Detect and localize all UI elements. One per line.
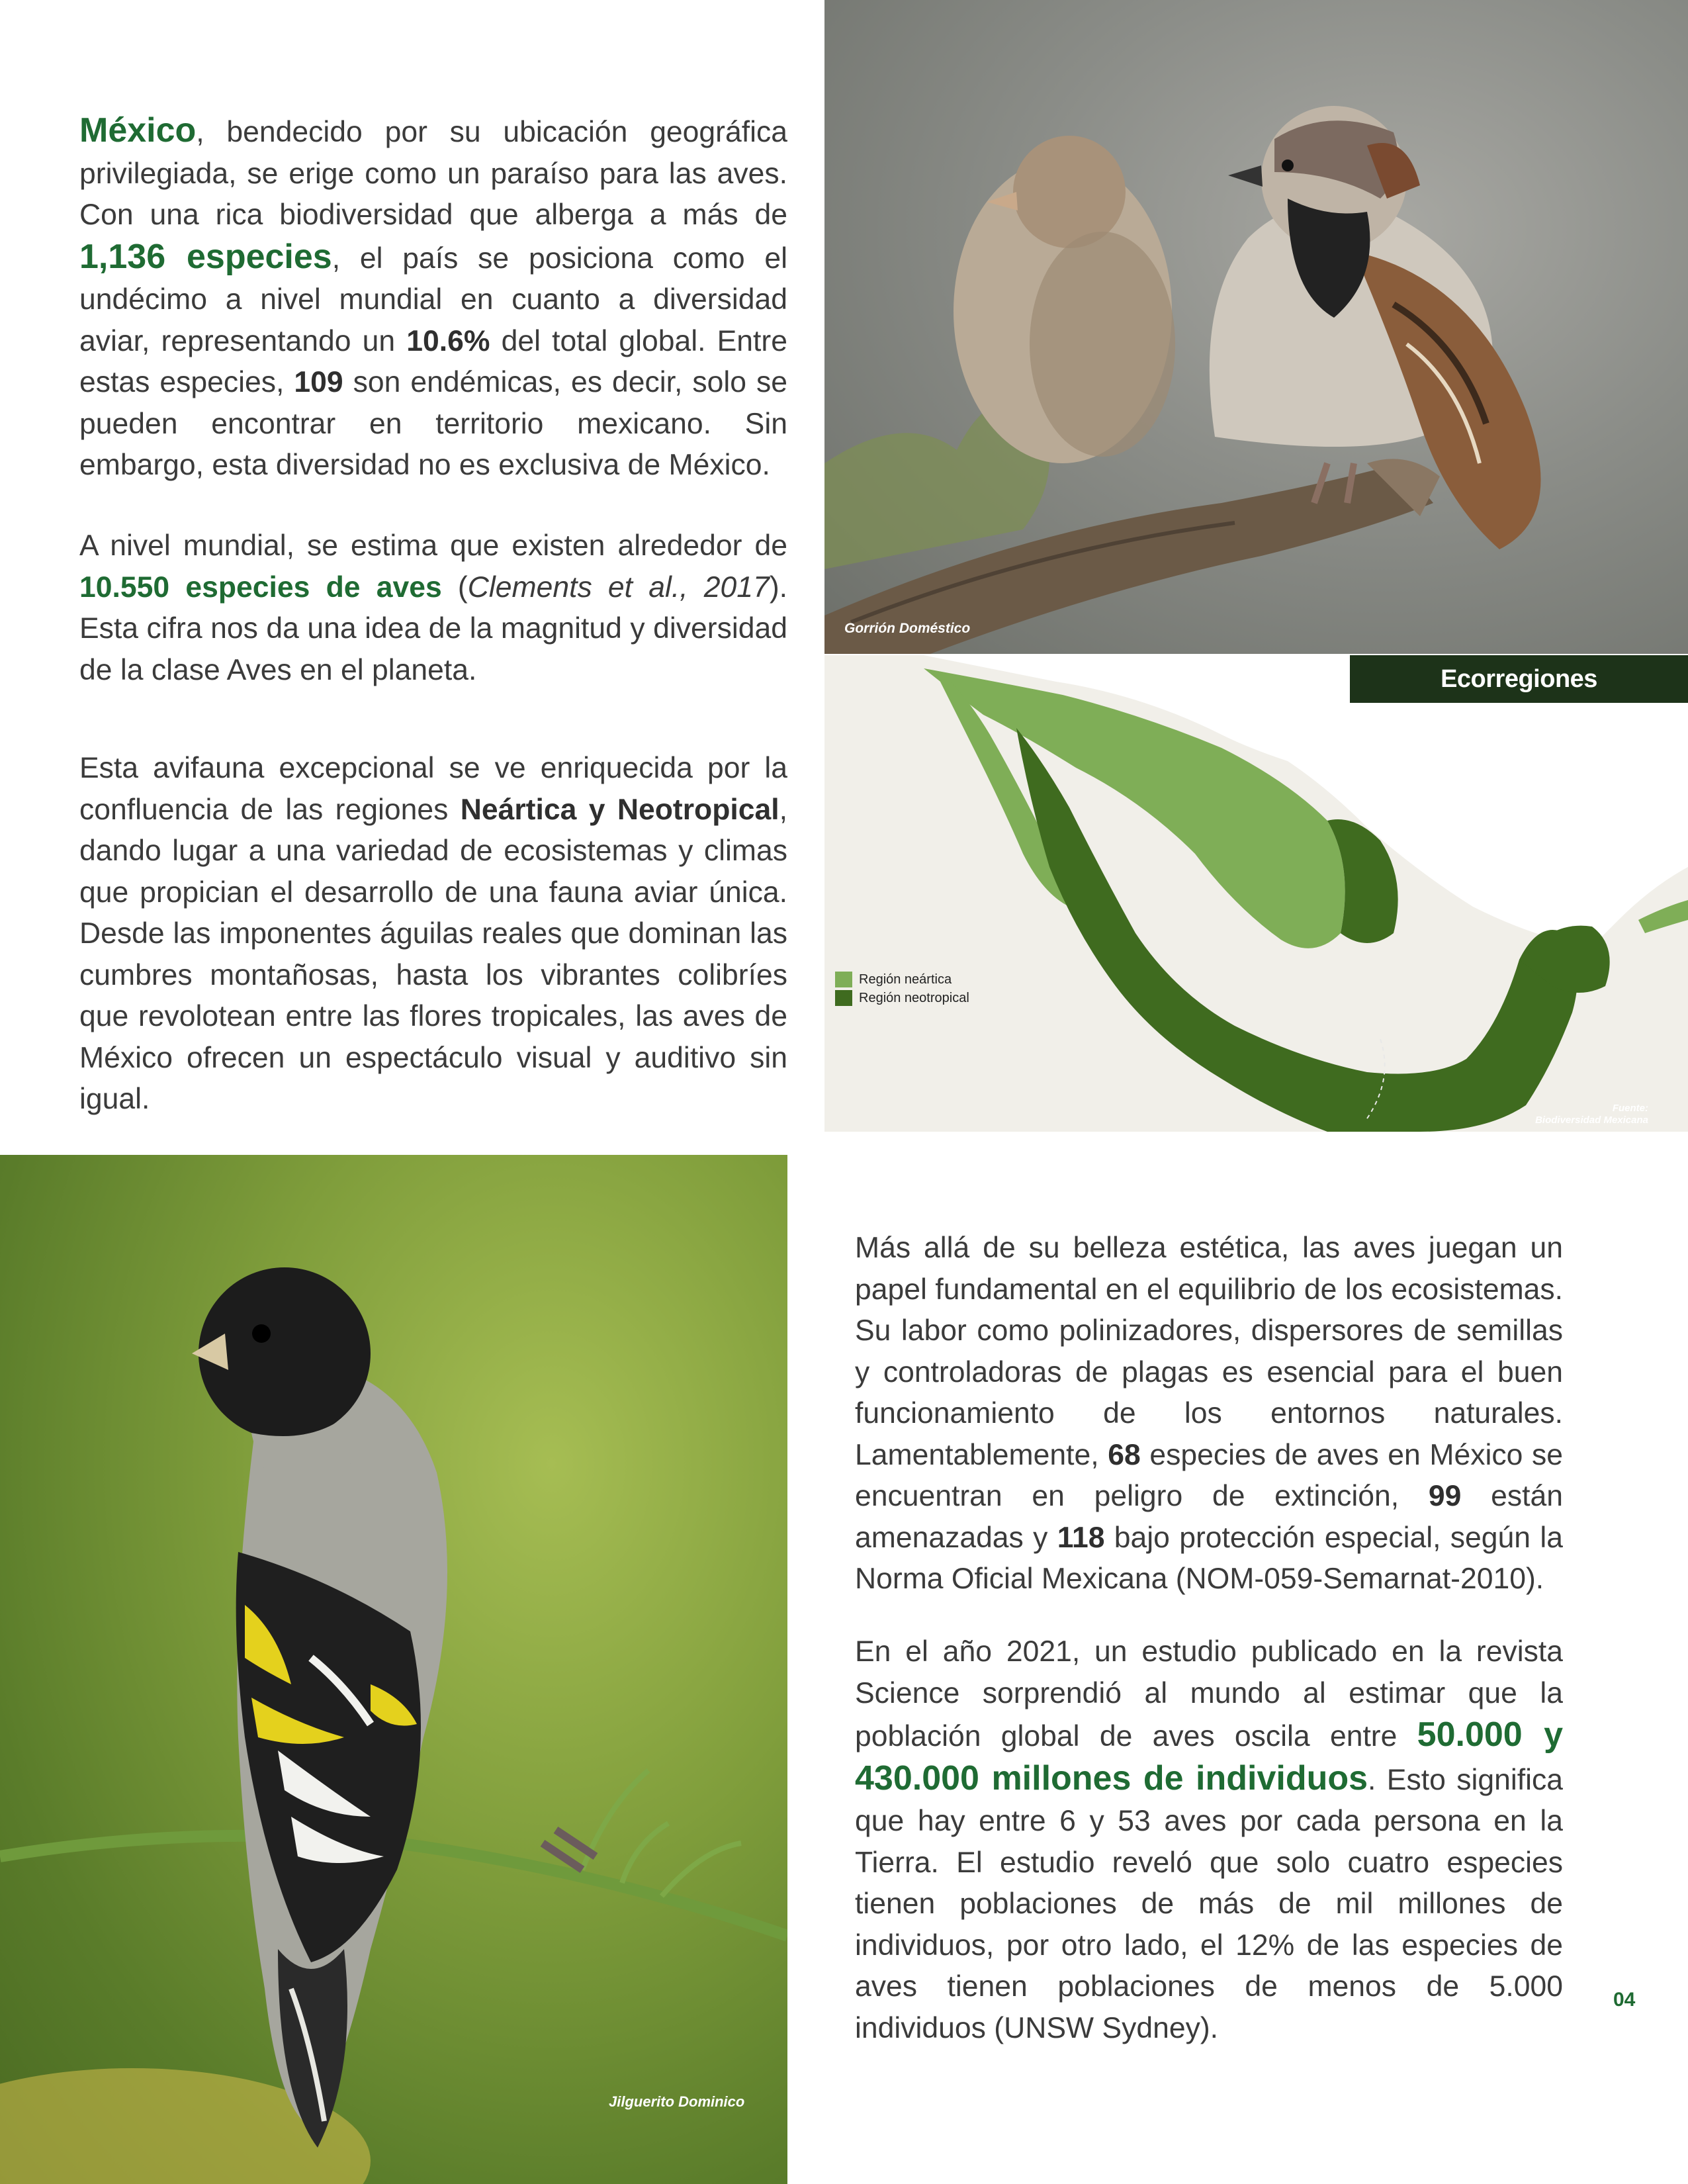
legend-label-neotropical: Región neotropical	[859, 990, 969, 1005]
ecology-text-c: están amenazadas y	[855, 1480, 1563, 1554]
ecoregions-map	[824, 655, 1688, 1132]
magazine-credit: SEICA TIMES Edición Junio 2024	[791, 79, 803, 256]
ecology-protected: 118	[1057, 1521, 1105, 1554]
map-source	[1535, 1103, 1648, 1126]
ecology-text-a: Más allá de su belleza estética, las aves juegan un papel fundamental en el equilibrio de los ecosistemas. Su labor como polinizadores, dispersores de semillas y controladoras de plagas es esencial para el buen funcionamiento de los entornos naturales. Lamentablemente,	[855, 1232, 1563, 1471]
map-source-name: Biodiversidad Mexicana	[1535, 1115, 1648, 1126]
intro-text-b: , el país se posiciona como el undécimo a nivel mundial en cuanto a diversidad aviar, representando un	[79, 242, 787, 357]
ecology-paragraph	[855, 1228, 1563, 1600]
finch-photo	[0, 1155, 787, 2184]
legend-swatch-neotropical	[835, 990, 852, 1006]
legend-item-neotropical	[835, 990, 969, 1006]
avifauna-paragraph	[79, 748, 787, 1120]
intro-text-c: del total global. Entre estas especies,	[79, 324, 787, 398]
legend-label-nearctic: Región neártica	[859, 972, 952, 987]
page-number: 04	[1613, 1989, 1636, 2011]
study-text-a: En el año 2021, un estudio publicado en la revista Science sorprendió al mundo al estimar que la población global de aves oscila entre	[855, 1635, 1563, 1752]
avifauna-text-b: , dando lugar a una variedad de ecosistemas y climas que propician el desarrollo de una fauna aviar única. Desde las imponentes águilas reales que dominan las cumbres montañosas, hasta los vibrantes colibríes que revolotean entre las flores tropicales, las aves de México ofrecen un espectáculo visual y auditivo sin igual.	[79, 793, 787, 1115]
world-text-c: ). Esta cifra nos da una idea de la magnitud y diversidad de la clase Aves en el planeta.	[79, 570, 787, 686]
map-title-box	[1350, 655, 1688, 741]
intro-place: México	[79, 111, 197, 150]
intro-species-count: 1,136 especies	[79, 237, 332, 276]
finch-illustration	[0, 1155, 787, 2184]
world-citation: Clements et al., 2017	[467, 570, 770, 604]
study-text-b: . Esto significa que hay entre 6 y 53 aves por cada persona en la Tierra. El estudio reveló que solo cuatro especies tienen poblaciones de más de mil millones de individuos, por otro lado, el 12% de las especies de aves tienen poblaciones de menos de 5.000 individuos (UNSW Sydney).	[855, 1763, 1563, 2044]
map-source-label: Fuente:	[1612, 1103, 1648, 1114]
legend-swatch-nearctic	[835, 972, 852, 987]
world-paragraph	[79, 525, 787, 691]
sparrow-illustration	[824, 0, 1688, 654]
ecology-threatened: 99	[1428, 1480, 1462, 1512]
legend-item-nearctic	[835, 972, 952, 987]
finch-caption: Jilguerito Dominico	[609, 2093, 745, 2110]
intro-percent: 10.6%	[406, 324, 490, 357]
intro-paragraph	[79, 110, 787, 486]
intro-text-a: , bendecido por su ubicación geográfica privilegiada, se erige como un paraíso para las aves. Con una rica biodiversidad que alberga a más de	[79, 116, 787, 231]
ecology-extinction: 68	[1108, 1438, 1141, 1471]
ecology-text-b: especies de aves en México se encuentran en peligro de extinción,	[855, 1438, 1563, 1512]
study-population: 50.000 y 430.000 millones de individuos	[855, 1715, 1563, 1797]
avifauna-regions: Neártica y Neotropical	[460, 793, 779, 826]
world-text-b: (	[441, 570, 468, 604]
study-paragraph	[855, 1631, 1563, 2049]
intro-text-d: son endémicas, es decir, solo se pueden encontrar en territorio mexicano. Sin embargo, esta diversidad no es exclusiva de México.	[79, 366, 788, 481]
sparrow-photo	[824, 0, 1688, 654]
ecology-text-d: bajo protección especial, según la Norma Oficial Mexicana (NOM-059-Semarnat-2010).	[855, 1521, 1563, 1595]
sparrow-caption: Gorrión Doméstico	[844, 621, 971, 636]
intro-endemic: 109	[294, 366, 343, 398]
world-count: 10.550 especies de aves	[79, 570, 442, 604]
map-title: Ecorregiones dulceacuícolas	[1431, 665, 1607, 741]
world-text-a: A nivel mundial, se estima que existen alrededor de	[79, 529, 787, 562]
avifauna-text-a: Esta avifauna excepcional se ve enriquecida por la confluencia de las regiones	[79, 752, 787, 826]
